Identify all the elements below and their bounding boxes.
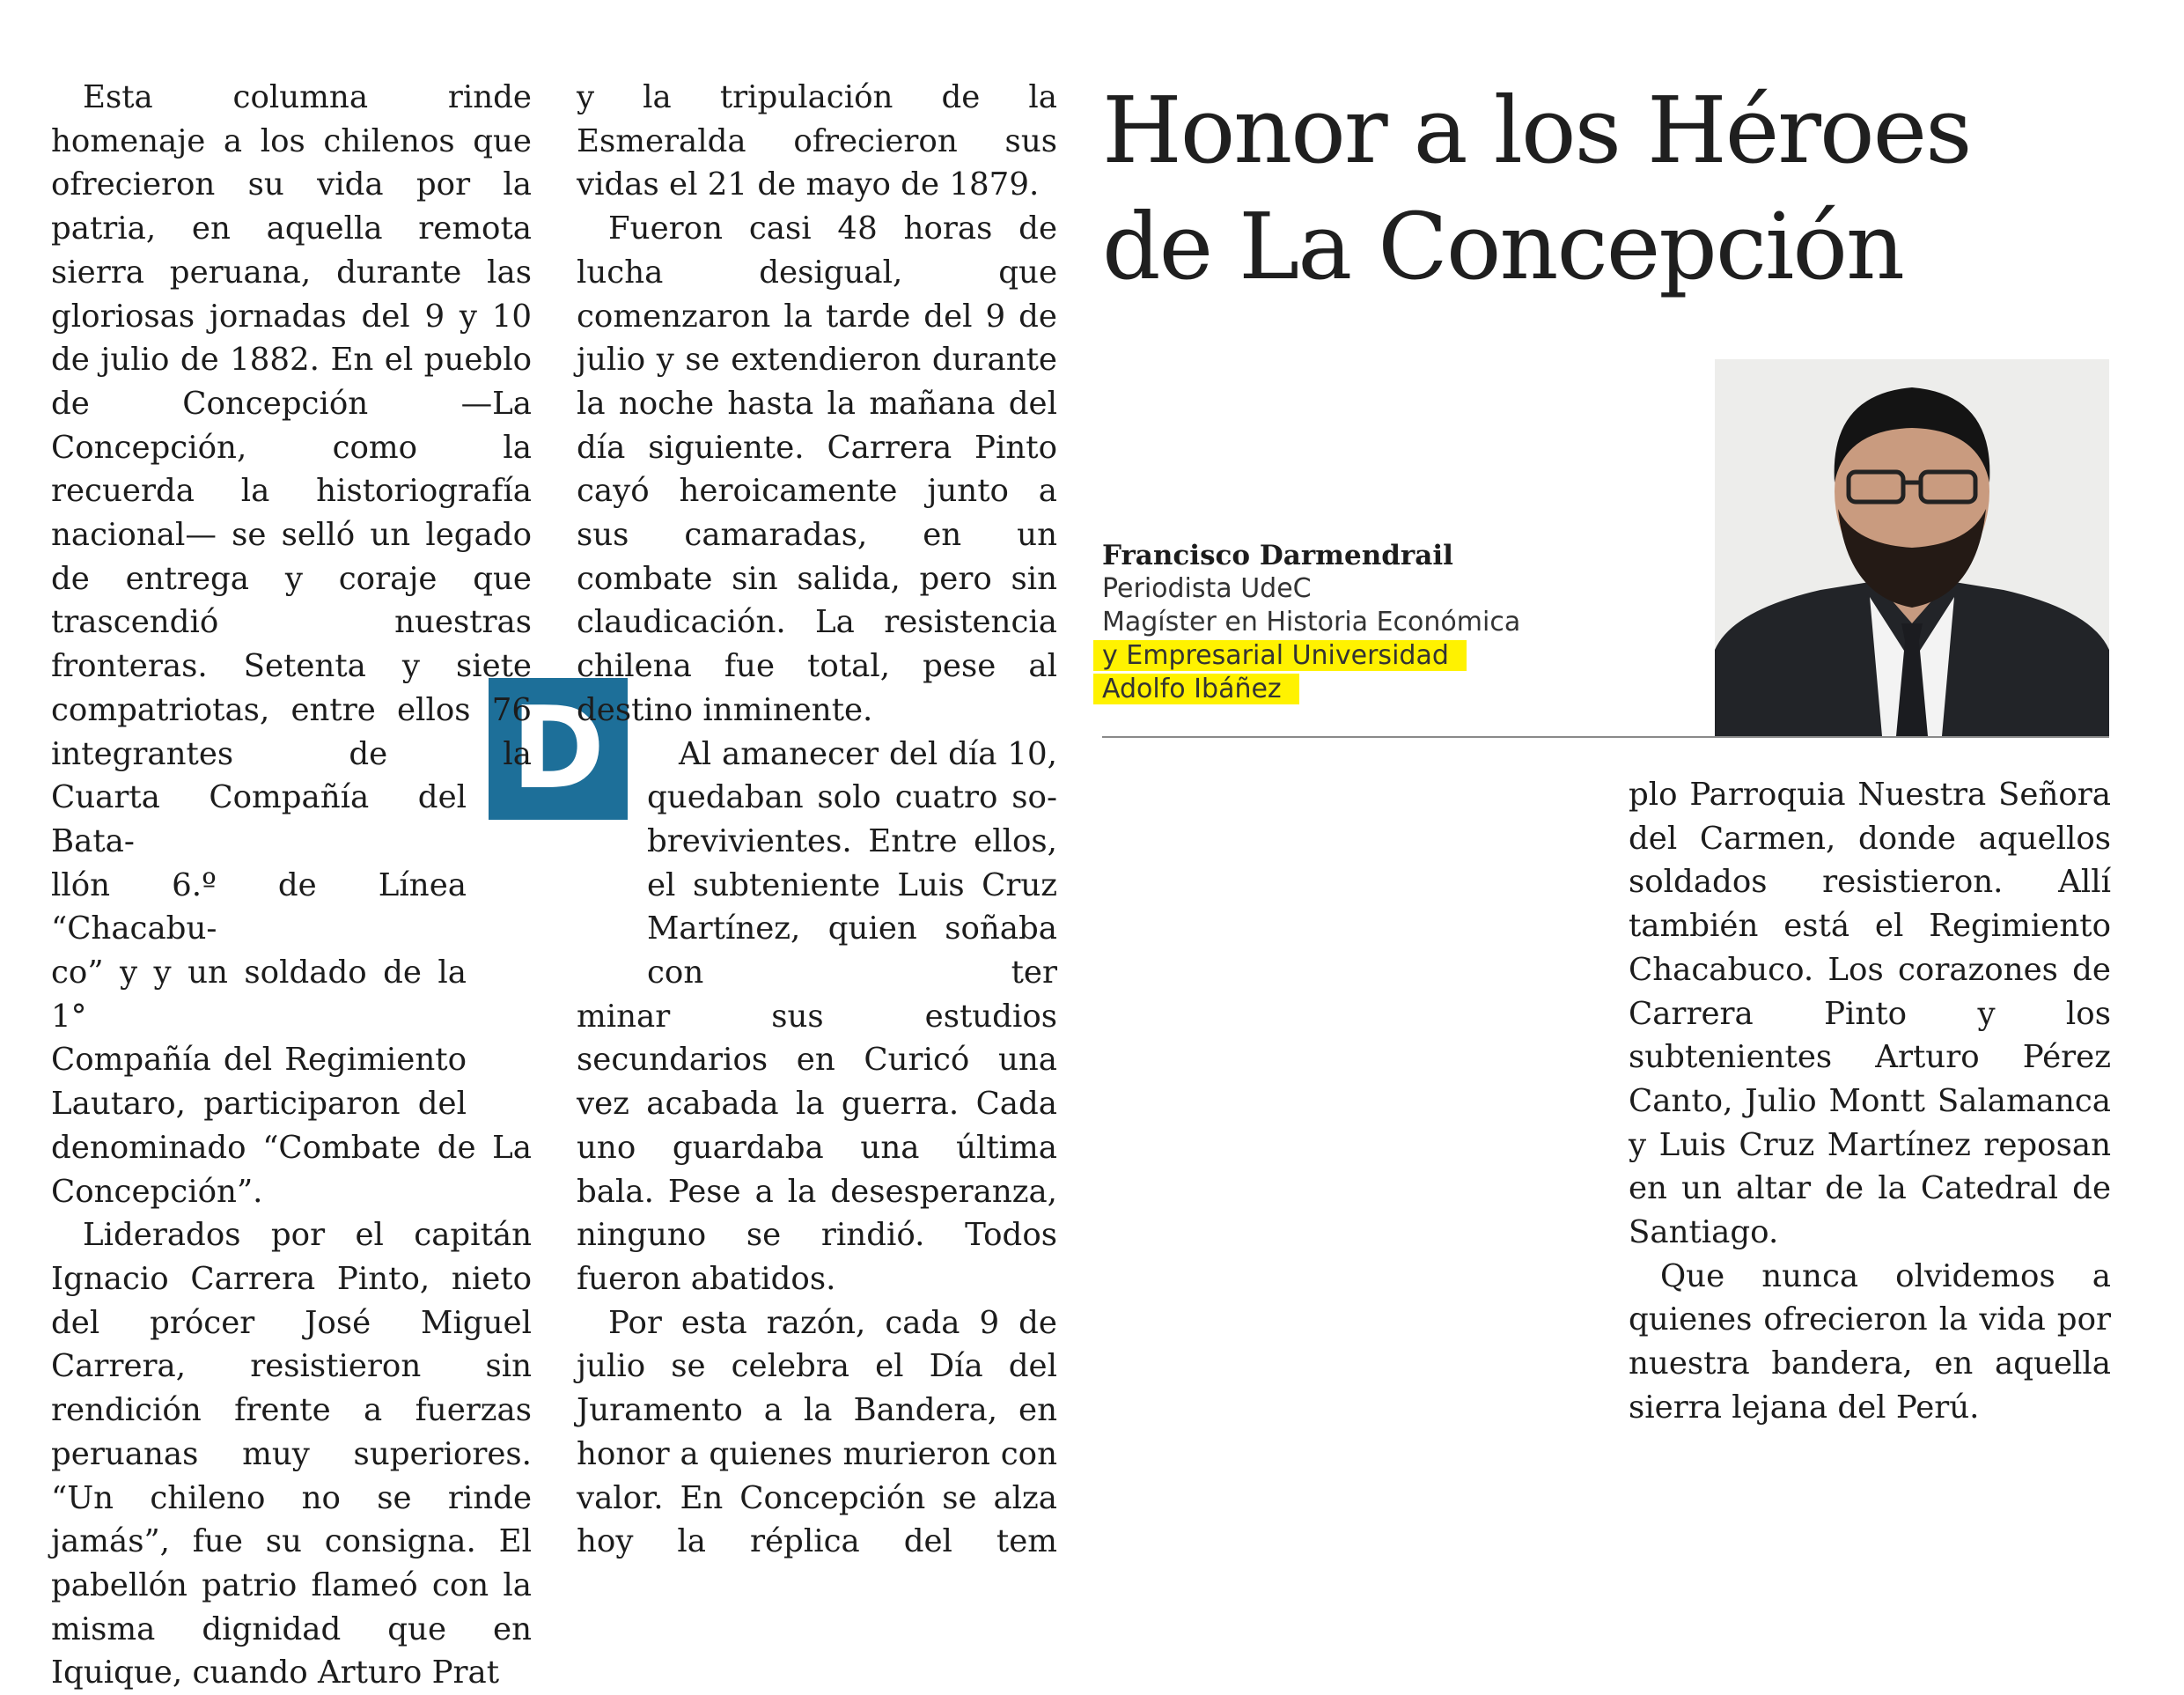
narrow-line: Compañía del Regimiento bbox=[51, 1042, 467, 1079]
paragraph: plo Parroquia Nuestra Señora del Carmen, donde aquellos soldados resistieron. Allí también está el Regimiento Chacabuco. Los corazones de Carrera Pinto y los subtenientes Arturo Pérez Canto, Julio Montt Salamanca y Luis Cruz Martínez reposan en un altar de la Catedral de Santiago. bbox=[1629, 777, 2111, 1251]
author-portrait-illustration bbox=[1715, 359, 2109, 736]
article-headline bbox=[1102, 72, 1971, 305]
byline-divider bbox=[1102, 736, 2109, 738]
article-column-3 bbox=[1629, 773, 2111, 1430]
narrow-line: llón 6.º de Línea “Chacabu- bbox=[51, 866, 467, 947]
narrow-line: co” y y un soldado de la 1° bbox=[51, 954, 467, 1035]
paragraph: Esta columna rinde homenaje a los chilenos que ofrecieron su vida por la patria, en aquella remota sierra peruana, durante las gloriosas jornadas del 9 y 10 de julio de 1882. En el pueblo de Concepción —La Concepción, como la recuerda la historiografía nacional— se selló un legado de entrega y coraje que trascendió nuestras fronteras. Setenta y siete compatriotas, entre ellos 76 integrantes de la bbox=[51, 79, 532, 772]
author-title: Periodista UdeC bbox=[1102, 573, 1312, 604]
article-column-2 bbox=[577, 76, 1057, 1564]
author-byline bbox=[1102, 539, 1520, 706]
paragraph: Que nunca olvidemos a quienes ofrecieron la vida por nuestra bandera, en aquella sierra lejana del Perú. bbox=[1629, 1257, 2111, 1426]
author-name: Francisco Darmendrail bbox=[1102, 540, 1453, 571]
author-university-highlight: y Empresarial Universidad bbox=[1093, 640, 1467, 671]
headline-line-2: de La Concepción bbox=[1102, 193, 1903, 300]
narrow-line: Cuarta Compañía del Bata- bbox=[51, 779, 467, 859]
paragraph-narrow: Al amanecer del día 10, quedaban solo cuatro sobrevivientes. Entre ellos, el subteniente Luis Cruz Martínez, quien soñaba con ter bbox=[647, 735, 1057, 991]
drop-cap: D bbox=[489, 678, 628, 820]
paragraph: y la tripulación de la Esmeralda ofrecieron sus vidas el 21 de mayo de 1879. bbox=[577, 79, 1057, 203]
author-degree: Magíster en Historia Económica bbox=[1102, 607, 1521, 637]
paragraph: Fueron casi 48 horas de lucha desigual, que comenzaron la tarde del 9 de julio y se extendieron durante la noche hasta la mañana del día siguiente. Carrera Pinto cayó heroicamente junto a sus camaradas, en un combate sin salida, pero sin claudicación. La resistencia chilena fue total, pese al destino inminente. bbox=[577, 210, 1057, 728]
paragraph-continued: minar sus estudios secundarios en Curicó una vez acabada la guerra. Cada uno guardaba una última bala. Pese a la desesperanza, ninguno se rindió. Todos fueron abatidos. bbox=[577, 998, 1057, 1297]
paragraph: Liderados por el capitán Ignacio Carrera Pinto, nieto del prócer José Miguel Carrera, resistieron sin rendición frente a fuerzas peruanas muy superiores. “Un chileno no se rinde jamás”, fue su consigna. El pabellón patrio flameó con la misma dignidad que en Iquique, cuando Arturo Prat bbox=[51, 1217, 532, 1691]
author-photo bbox=[1715, 359, 2109, 736]
narrow-line: Lautaro, participaron del bbox=[51, 1086, 467, 1123]
paragraph-end: denominado “Combate de La Concepción”. bbox=[51, 1129, 532, 1210]
paragraph: Por esta razón, cada 9 de julio se celebra el Día del Juramento a la Bandera, en honor a quienes murieron con valor. En Concepción se alza hoy la réplica del tem bbox=[577, 1304, 1057, 1560]
headline-line-1: Honor a los Héroes bbox=[1102, 77, 1971, 184]
article-column-1 bbox=[51, 76, 532, 1695]
author-university-highlight-2: Adolfo Ibáñez bbox=[1093, 674, 1299, 704]
